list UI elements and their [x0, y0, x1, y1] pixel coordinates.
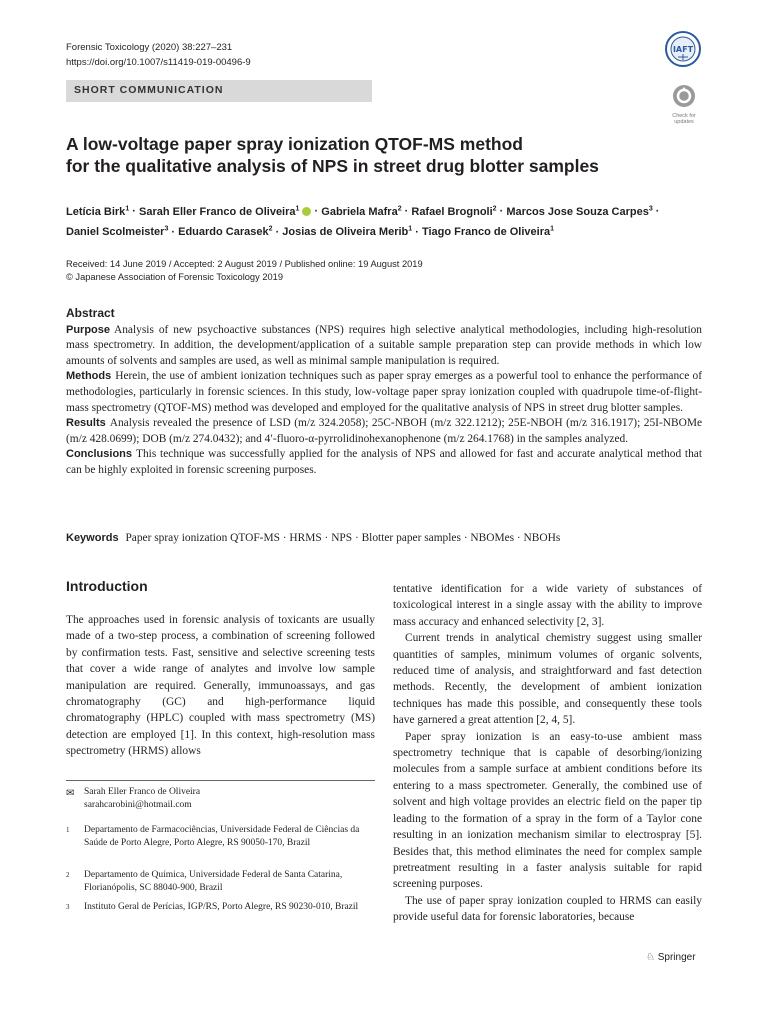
society-logo [664, 30, 702, 68]
orcid-icon[interactable] [302, 207, 311, 216]
affiliation-number: 3 [66, 903, 70, 911]
publication-dates [66, 258, 423, 284]
publisher-logo [646, 952, 696, 963]
keywords-label: Keywords [66, 532, 119, 544]
purpose-text: Analysis of new psychoactive substances (NPS) requires high selective analytical methodologies, including high-resolution mass spectrometry. In addition, the development/application of a suitable sample preparation step can provide methods in which low amounts of solvents and samples are used, as well as minimal sample manipulation is required. [66, 323, 702, 367]
affiliation [66, 824, 375, 864]
conclusions-label: Conclusions [66, 448, 133, 461]
journal-header [66, 40, 251, 70]
check-updates-icon [672, 84, 696, 108]
footnote-rule [66, 780, 375, 781]
affiliation-text: Instituto Geral de Perícias, IGP/RS, Porto Alegre, RS 90230-010, Brazil [84, 902, 359, 912]
intro-paragraph: Paper spray ionization is an easy-to-use ambient mass spectrometry technique that is capable of desorbing/ionizing molecules from a sample surface at ambient conditions before its entering to a mass spectrometer. Generally, the combined use of solvent and high voltage provides an electric field on the paper tip leading to the formation of a spray in the form of a Taylor cone resulting in an ionization mechanism similar to electrospray [5]. Besides that, this method eliminates the need for complex sample pretreatment resulting in a faster analysis suitable for rapid screening purposes. [393, 730, 702, 891]
intro-paragraph: Current trends in analytical chemistry suggest using smaller quantities of samples, minimum volumes of organic solvents, reduced time of analysis, and straightforward and fast detection methods. Recently, the development of ambient ionization techniques has made this possible, and consequently these tools have garnered a great attention [2, 4, 5]. [393, 632, 702, 727]
abstract-conclusions [66, 447, 702, 478]
intro-paragraph: The approaches used in forensic analysis of toxicants are usually made of a two-step process, a combination of screening followed by confirmation tests. Fast, sensitive and selective screening tests that cover a wide range of analytes and involve low sample manipulation are required. Generally, immunoassays, and gas chromatography (GC) and high-performance liquid chromatography (HPLC) coupled with mass spectrometry (MS) detection are employed [1]. In this context, high-resolution mass spectrometry (HRMS) allows [66, 614, 375, 758]
intro-paragraph: The use of paper spray ionization coupled to HRMS can easily provide useful data for forensic laboratories, because [393, 894, 702, 924]
right-column [393, 581, 702, 926]
doi-link[interactable]: https://doi.org/10.1007/s11419-019-00496-9 [66, 57, 251, 68]
results-text: Analysis revealed the presence of LSD (m/z 324.2058); 25C-NBOH (m/z 322.1212); 25E-NBOH (m/z 316.1917); 25I-NBOMe (m/z 428.0699); DOB (m/z 274.0432); and 4′-fluoro-α-pyrrolidinohexanophenone (m/z 264.1768) in the samples analyzed. [66, 417, 702, 445]
abstract-purpose [66, 323, 702, 370]
svg-text:IAFT: IAFT [672, 45, 694, 54]
methods-text: Herein, the use of ambient ionization techniques such as paper spray emerges as a powerful tool to enhance the performance of methodologies, particularly in forensic sciences. In this study, low-voltage paper spray ionization coupled with quadrupole time-of-flight-mass spectrometry (QTOF-MS) method was developed and employed for the qualitative analysis of NPS in street drug blotter samples. [66, 370, 702, 414]
keywords-text: Paper spray ionization QTOF-MS · HRMS · NPS · Blotter paper samples · NBOMes · NBOHs [125, 532, 561, 544]
abstract-methods [66, 369, 702, 416]
check-updates-label: Check for updates [672, 113, 696, 125]
author[interactable]: Letícia Birk$^1$ [66, 205, 130, 218]
article-title [66, 133, 686, 177]
affiliation [66, 901, 375, 931]
left-column [66, 612, 375, 760]
affiliation-number: 1 [66, 826, 70, 834]
author[interactable]: Gabriela Mafra$^2$ [321, 205, 402, 218]
author[interactable]: Tiago Franco de Oliveira$^1$ [421, 225, 555, 239]
article-type-label: SHORT COMMUNICATION [74, 84, 224, 96]
methods-label: Methods [66, 370, 112, 383]
author-list: Letícia Birk$^1$ · Sarah Eller Franco de Oliveira$^1$ · Gabriela Mafra$^2$ · Rafael Brognoli$^2$ · Marcos Jose Souza Carpes$^3$ · Daniel Scolmeister$^3$ · Eduardo Carasek$^2$ · Josias de Oliveira Merib$^1$ · Tiago Franco de Oliveira$^1$ [66, 205, 660, 239]
affiliation [66, 869, 375, 899]
history-dates: Received: 14 June 2019 / Accepted: 2 August 2019 / Published online: 19 August 2019 [66, 259, 423, 269]
introduction-heading: Introduction [66, 578, 148, 594]
purpose-label: Purpose [66, 323, 111, 336]
intro-paragraph: tentative identification for a wide variety of substances of toxicological interest in a single assay with the ability to improve mass accuracy and enhanced selectivity [2, 3]. [393, 583, 702, 628]
check-for-updates-button[interactable] [664, 84, 704, 124]
author[interactable]: Josias de Oliveira Merib$^1$ [282, 225, 413, 239]
envelope-icon: ✉ [66, 788, 75, 799]
author[interactable]: Rafael Brognoli$^2$ [411, 205, 497, 218]
abstract-results [66, 416, 702, 447]
author[interactable]: Sarah Eller Franco de Oliveira$^1$ [139, 205, 300, 218]
author[interactable]: Marcos Jose Souza Carpes$^3$ [506, 205, 653, 218]
author[interactable]: Daniel Scolmeister$^3$ [66, 225, 169, 239]
article-type-banner [66, 80, 372, 102]
results-label: Results [66, 417, 106, 430]
corresponding-author [66, 786, 200, 812]
author[interactable]: Eduardo Carasek$^2$ [178, 225, 273, 239]
title-line-1: A low-voltage paper spray ionization QTOF-MS method [66, 134, 523, 154]
affiliation-text: Departamento de Química, Universidade Federal de Santa Catarina, Florianópolis, SC 88040-900, Brazil [84, 870, 343, 893]
affiliation-text: Departamento de Farmacociências, Universidade Federal de Ciências da Saúde de Porto Alegre, Porto Alegre, RS 90050-170, Brazil [84, 825, 360, 848]
conclusions-text: This technique was successfully applied for the analysis of NPS and allowed for fast and accurate analytical method that can be highly exploited in forensic screening purposes. [66, 448, 702, 476]
abstract-heading: Abstract [66, 306, 115, 320]
publisher-name: Springer [657, 952, 696, 963]
springer-horse-icon: ♘ [646, 952, 655, 963]
title-line-2: for the qualitative analysis of NPS in street drug blotter samples [66, 156, 599, 176]
keywords [66, 532, 702, 544]
copyright-line: © Japanese Association of Forensic Toxicology 2019 [66, 272, 284, 282]
contact-name: Sarah Eller Franco de Oliveira [84, 787, 201, 797]
abstract-section [66, 306, 702, 479]
journal-citation: Forensic Toxicology (2020) 38:227–231 [66, 42, 233, 53]
affiliation-number: 2 [66, 871, 70, 879]
contact-email[interactable]: sarahcarobini@hotmail.com [84, 800, 192, 810]
